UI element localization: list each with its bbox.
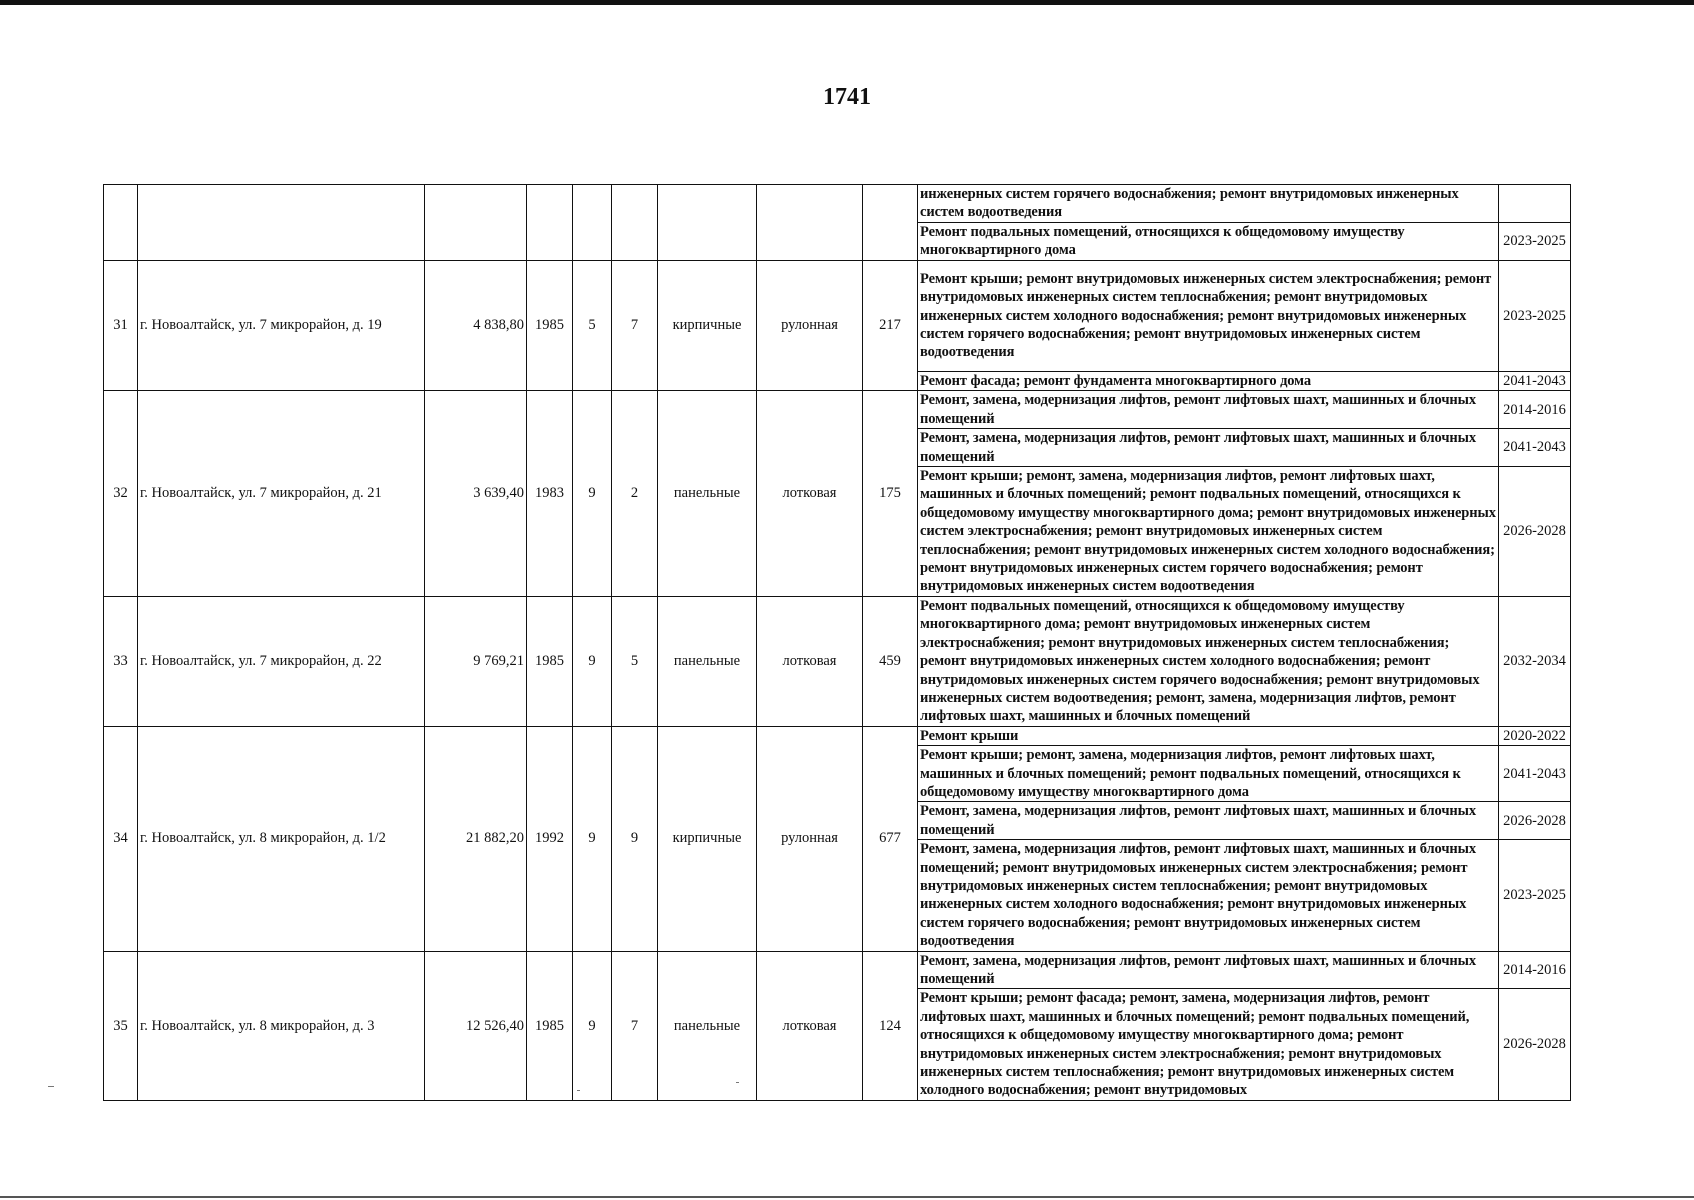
floors-cell: [573, 185, 612, 261]
row-number: 32: [104, 391, 138, 596]
bottom-scan-border: [0, 1196, 1694, 1198]
walls-material-cell: панельные: [658, 391, 757, 596]
residents-cell: 124: [863, 951, 918, 1100]
area-cell: [425, 185, 527, 261]
walls-material-cell: кирпичные: [658, 726, 757, 951]
area-cell: 3 639,40: [425, 391, 527, 596]
table-row: [104, 185, 1571, 223]
entrances-cell: 2: [612, 391, 658, 596]
repair-works-cell: Ремонт крыши: [918, 726, 1499, 745]
year-cell: 1985: [527, 951, 573, 1100]
table-row: [104, 726, 1571, 745]
address-cell: [138, 185, 425, 261]
repair-works-cell: Ремонт подвальных помещений, относящихся к общедомовому имуществу многоквартирного дома: [918, 222, 1499, 260]
year-cell: 1985: [527, 596, 573, 726]
repair-period-cell: 2026-2028: [1499, 467, 1571, 597]
roof-type-cell: рулонная: [757, 260, 863, 391]
entrances-cell: 7: [612, 951, 658, 1100]
top-scan-border: [0, 0, 1694, 5]
residents-cell: 459: [863, 596, 918, 726]
walls-material-cell: панельные: [658, 951, 757, 1100]
area-cell: 21 882,20: [425, 726, 527, 951]
residents-cell: [863, 185, 918, 261]
address-cell: г. Новоалтайск, ул. 7 микрорайон, д. 19: [138, 260, 425, 391]
area-cell: 12 526,40: [425, 951, 527, 1100]
entrances-cell: 9: [612, 726, 658, 951]
entrances-cell: 5: [612, 596, 658, 726]
repair-period-cell: 2023-2025: [1499, 260, 1571, 371]
address-cell: г. Новоалтайск, ул. 7 микрорайон, д. 22: [138, 596, 425, 726]
entrances-cell: 7: [612, 260, 658, 391]
table-body: [104, 185, 1571, 1101]
roof-type-cell: лотковая: [757, 391, 863, 596]
repair-period-cell: 2023-2025: [1499, 222, 1571, 260]
scan-artifact: [48, 1086, 54, 1087]
floors-cell: 9: [573, 726, 612, 951]
repair-works-cell: Ремонт, замена, модернизация лифтов, ремонт лифтовых шахт, машинных и блочных помещений: [918, 951, 1499, 989]
row-number: [104, 185, 138, 261]
repair-period-cell: 2014-2016: [1499, 391, 1571, 429]
table-row: [104, 596, 1571, 726]
repair-period-cell: 2041-2043: [1499, 429, 1571, 467]
housing-repair-table: [103, 184, 1571, 1101]
repair-period-cell: 2020-2022: [1499, 726, 1571, 745]
walls-material-cell: кирпичные: [658, 260, 757, 391]
repair-works-cell: инженерных систем горячего водоснабжения; ремонт внутридомовых инженерных систем водоотведения: [918, 185, 1499, 223]
repair-works-cell: Ремонт крыши; ремонт фасада; ремонт, замена, модернизация лифтов, ремонт лифтовых шахт, машинных и блочных помещений; ремонт подвальных помещений, относящихся к общедомовому имуществу многоквартирного дома; ремонт внутридомовых инженерных систем электроснабжения; ремонт внутридомовых инженерных систем теплоснабжения; ремонт внутридомовых инженерных систем холодного водоснабжения; ремонт внутридомовых: [918, 989, 1499, 1100]
scan-artifact: [736, 1082, 739, 1083]
address-cell: г. Новоалтайск, ул. 8 микрорайон, д. 3: [138, 951, 425, 1100]
row-number: 35: [104, 951, 138, 1100]
year-cell: 1983: [527, 391, 573, 596]
row-number: 34: [104, 726, 138, 951]
floors-cell: 5: [573, 260, 612, 391]
roof-type-cell: лотковая: [757, 951, 863, 1100]
floors-cell: 9: [573, 951, 612, 1100]
roof-type-cell: лотковая: [757, 596, 863, 726]
repair-period-cell: 2023-2025: [1499, 840, 1571, 951]
year-cell: 1985: [527, 260, 573, 391]
table-row: [104, 391, 1571, 429]
repair-period-cell: 2014-2016: [1499, 951, 1571, 989]
repair-period-cell: 2026-2028: [1499, 989, 1571, 1100]
year-cell: [527, 185, 573, 261]
repair-period-cell: 2032-2034: [1499, 596, 1571, 726]
entrances-cell: [612, 185, 658, 261]
address-cell: г. Новоалтайск, ул. 8 микрорайон, д. 1/2: [138, 726, 425, 951]
repair-works-cell: Ремонт крыши; ремонт, замена, модернизация лифтов, ремонт лифтовых шахт, машинных и блочных помещений; ремонт подвальных помещений, относящихся к общедомовому имуществу многоквартирного дома: [918, 746, 1499, 802]
walls-material-cell: панельные: [658, 596, 757, 726]
residents-cell: 217: [863, 260, 918, 391]
repair-works-cell: Ремонт крыши; ремонт, замена, модернизация лифтов, ремонт лифтовых шахт, машинных и блочных помещений; ремонт подвальных помещений, относящихся к общедомовому имуществу многоквартирного дома; ремонт внутридомовых инженерных систем электроснабжения; ремонт внутридомовых инженерных систем теплоснабжения; ремонт внутридомовых инженерных систем холодного водоснабжения; ремонт внутридомовых инженерных систем горячего водоснабжения; ремонт внутридомовых инженерных систем водоотведения: [918, 467, 1499, 597]
floors-cell: 9: [573, 596, 612, 726]
repair-period-cell: 2026-2028: [1499, 802, 1571, 840]
table-row: [104, 951, 1571, 989]
row-number: 33: [104, 596, 138, 726]
repair-works-cell: Ремонт крыши; ремонт внутридомовых инженерных систем электроснабжения; ремонт внутридомовых инженерных систем теплоснабжения; ремонт внутридомовых инженерных систем холодного водоснабжения; ремонт внутридомовых инженерных систем горячего водоснабжения; ремонт внутридомовых инженерных систем водоотведения: [918, 260, 1499, 371]
floors-cell: 9: [573, 391, 612, 596]
repair-period-cell: 2041-2043: [1499, 372, 1571, 391]
page-number: 1741: [823, 84, 871, 110]
repair-works-cell: Ремонт, замена, модернизация лифтов, ремонт лифтовых шахт, машинных и блочных помещений: [918, 391, 1499, 429]
repair-works-cell: Ремонт, замена, модернизация лифтов, ремонт лифтовых шахт, машинных и блочных помещений: [918, 429, 1499, 467]
repair-works-cell: Ремонт, замена, модернизация лифтов, ремонт лифтовых шахт, машинных и блочных помещений; ремонт внутридомовых инженерных систем электроснабжения; ремонт внутридомовых инженерных систем теплоснабжения; ремонт внутридомовых инженерных систем холодного водоснабжения; ремонт внутридомовых инженерных систем горячего водоснабжения; ремонт внутридомовых инженерных систем водоотведения: [918, 840, 1499, 951]
address-cell: г. Новоалтайск, ул. 7 микрорайон, д. 21: [138, 391, 425, 596]
table-row: [104, 260, 1571, 371]
residents-cell: 175: [863, 391, 918, 596]
repair-works-cell: Ремонт фасада; ремонт фундамента многоквартирного дома: [918, 372, 1499, 391]
year-cell: 1992: [527, 726, 573, 951]
roof-type-cell: рулонная: [757, 726, 863, 951]
scan-artifact: [577, 1090, 580, 1091]
repair-works-cell: Ремонт подвальных помещений, относящихся к общедомовому имуществу многоквартирного дома; ремонт внутридомовых инженерных систем электроснабжения; ремонт внутридомовых инженерных систем теплоснабжения; ремонт внутридомовых инженерных систем холодного водоснабжения; ремонт внутридомовых инженерных систем горячего водоснабжения; ремонт внутридомовых инженерных систем водоотведения; ремонт, замена, модернизация лифтов, ремонт лифтовых шахт, машинных и блочных помещений: [918, 596, 1499, 726]
walls-material-cell: [658, 185, 757, 261]
repair-period-cell: 2041-2043: [1499, 746, 1571, 802]
roof-type-cell: [757, 185, 863, 261]
area-cell: 4 838,80: [425, 260, 527, 391]
repair-works-cell: Ремонт, замена, модернизация лифтов, ремонт лифтовых шахт, машинных и блочных помещений: [918, 802, 1499, 840]
area-cell: 9 769,21: [425, 596, 527, 726]
row-number: 31: [104, 260, 138, 391]
repair-period-cell: [1499, 185, 1571, 223]
residents-cell: 677: [863, 726, 918, 951]
